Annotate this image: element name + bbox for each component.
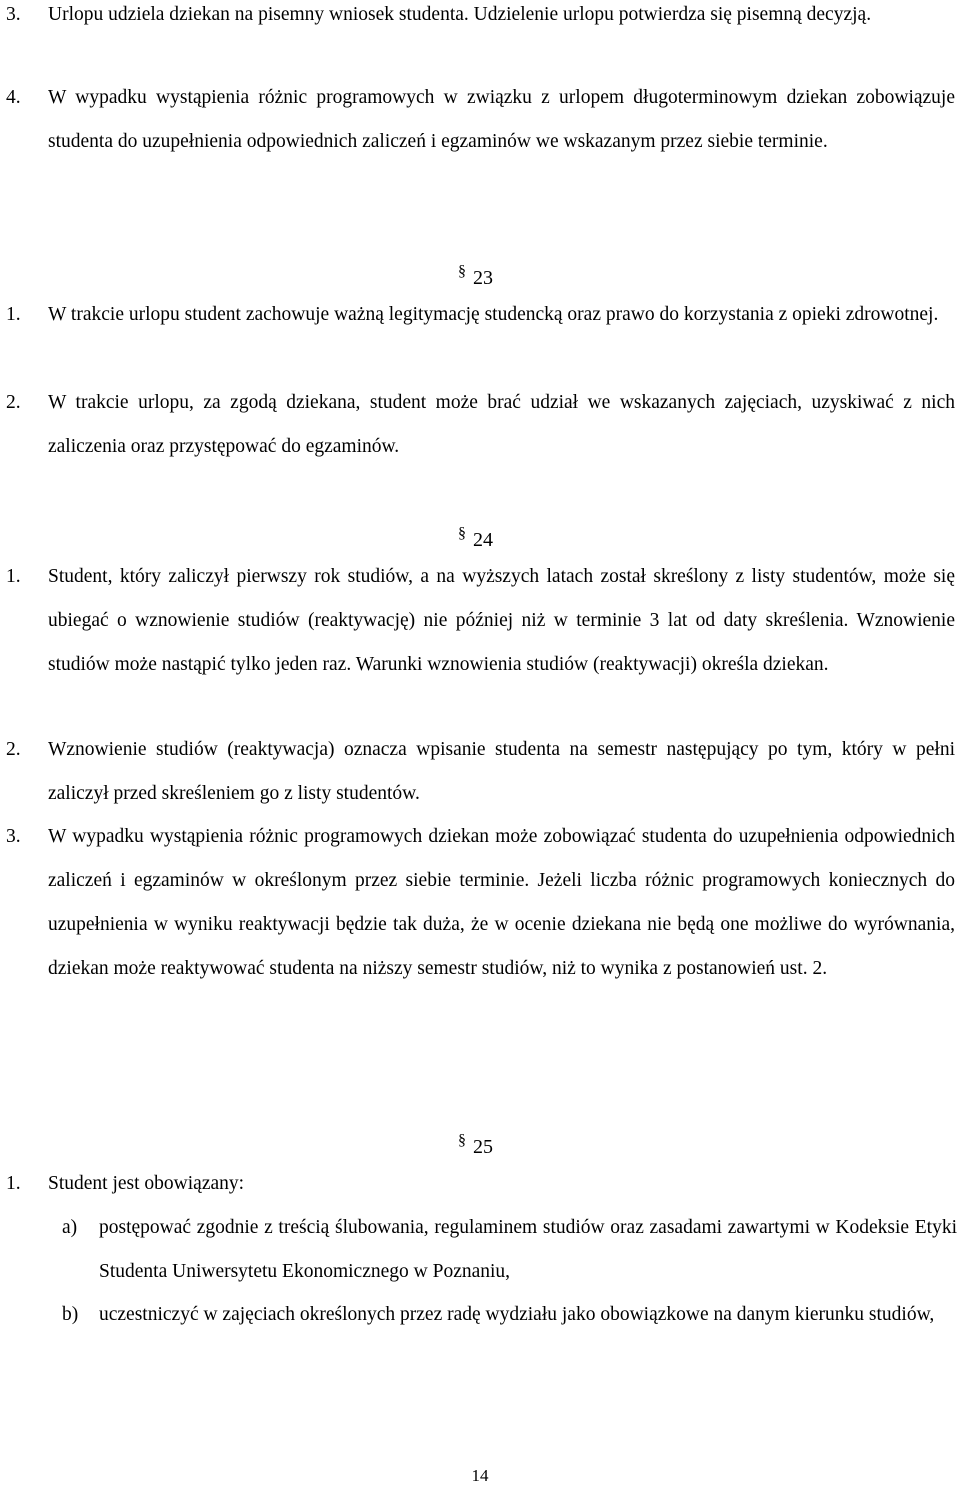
section-symbol: § xyxy=(458,263,466,280)
list-item-marker: a) xyxy=(62,1217,78,1238)
page-number: 14 xyxy=(471,1466,489,1485)
paragraph-number: 1. xyxy=(6,566,21,587)
section-heading-23 xyxy=(458,257,493,293)
s25-paragraph-1 xyxy=(0,1162,960,1206)
paragraph-4 xyxy=(0,76,960,164)
s24-paragraph-2 xyxy=(0,728,960,816)
section-heading-25 xyxy=(458,1126,493,1162)
paragraph-number: 2. xyxy=(6,739,21,760)
paragraph-text: W wypadku wystąpienia różnic programowych w związku z urlopem długoterminowym dziekan zobowiązuje studenta do uzupełnienia odpowiednich zaliczeń i egzaminów we wskazanym przez siebie terminie. xyxy=(48,87,955,152)
section-symbol: § xyxy=(458,1132,466,1149)
paragraph-text: Urlopu udziela dziekan na pisemny wniosek studenta. Udzielenie urlopu potwierdza się pisemną decyzją. xyxy=(48,4,872,25)
section-number: 23 xyxy=(473,267,493,289)
s25-list-item-a xyxy=(50,1206,960,1294)
list-item-text: uczestniczyć w zajęciach określonych przez radę wydziału jako obowiązkowe na danym kierunku studiów, xyxy=(99,1304,935,1325)
paragraph-text: W trakcie urlopu, za zgodą dziekana, student może brać udział we wskazanych zajęciach, uzyskiwać z nich zaliczenia oraz przystępować do egzaminów. xyxy=(48,392,955,457)
list-item-marker: b) xyxy=(62,1304,79,1325)
paragraph-number: 1. xyxy=(6,304,21,325)
paragraph-number: 1. xyxy=(6,1173,21,1194)
list-item-text: postępować zgodnie z treścią ślubowania, regulaminem studiów oraz zasadami zawartymi w Kodeksie Etyki Studenta Uniwersytetu Ekonomicznego w Poznaniu, xyxy=(99,1217,957,1282)
paragraph-number: 3. xyxy=(6,826,21,847)
s25-list-item-b xyxy=(50,1293,960,1337)
section-number: 25 xyxy=(473,1136,493,1158)
paragraph-number: 4. xyxy=(6,87,21,108)
paragraph-text: W trakcie urlopu student zachowuje ważną legitymację studencką oraz prawo do korzystania z opieki zdrowotnej. xyxy=(48,304,939,325)
section-symbol: § xyxy=(458,525,466,542)
paragraph-number: 2. xyxy=(6,392,21,413)
section-heading-24 xyxy=(458,519,493,555)
s24-paragraph-1 xyxy=(0,555,960,687)
paragraph-text: Student jest obowiązany: xyxy=(48,1173,245,1194)
section-number: 24 xyxy=(473,529,493,551)
s23-paragraph-1 xyxy=(0,293,960,337)
paragraph-3 xyxy=(0,0,960,37)
s23-paragraph-2 xyxy=(0,381,960,469)
paragraph-text: W wypadku wystąpienia różnic programowych dziekan może zobowiązać studenta do uzupełnienia odpowiednich zaliczeń i egzaminów w określonym przez siebie terminie. Jeżeli liczba różnic programowych koniecznych do uzupełnienia w wyniku reaktywacji będzie tak duża, że w ocenie dziekana nie będą one możliwe do wyrównania, dziekan może reaktywować studenta na niższy semestr studiów, niż to wynika z postanowień ust. 2. xyxy=(48,826,955,979)
paragraph-text: Wznowienie studiów (reaktywacja) oznacza wpisanie studenta na semestr następujący po tym, który w pełni zaliczył przed skreśleniem go z listy studentów. xyxy=(48,739,955,804)
s24-paragraph-3 xyxy=(0,815,960,991)
paragraph-number: 3. xyxy=(6,4,21,25)
paragraph-text: Student, który zaliczył pierwszy rok studiów, a na wyższych latach został skreślony z listy studentów, może się ubiegać o wznowienie studiów (reaktywację) nie później niż w terminie 3 lat od daty skreślenia. Wznowienie studiów może nastąpić tylko jeden raz. Warunki wznowienia studiów (reaktywacji) określa dziekan. xyxy=(48,566,955,675)
